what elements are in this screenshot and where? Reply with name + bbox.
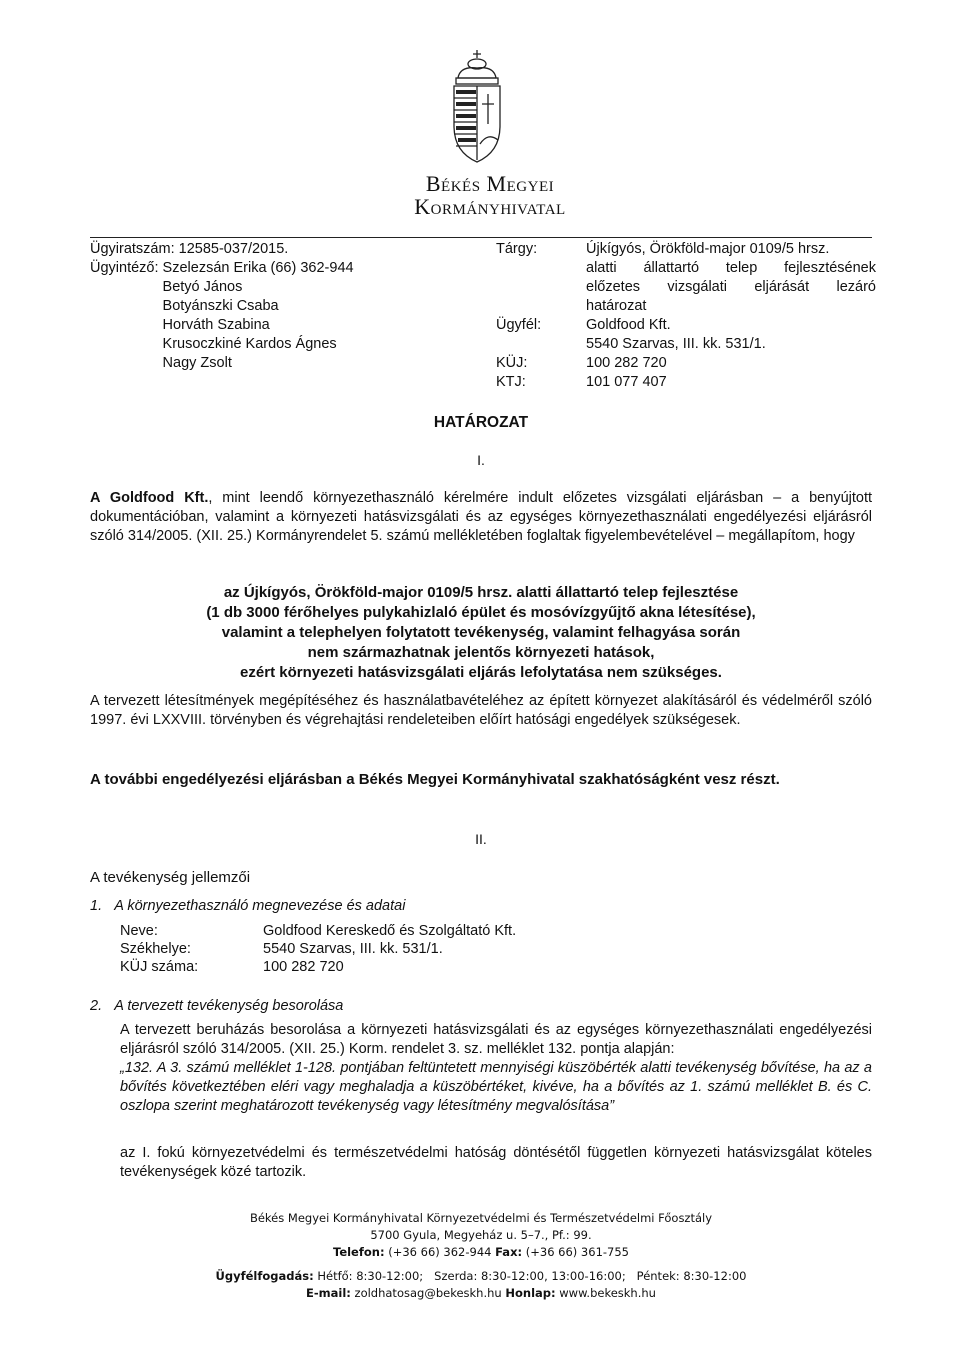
footer [90,1210,872,1302]
ruling-line: valamint a telephelyen folytatott tevékenység, valamint felhagyása során [221,624,741,641]
footer-contact [90,1244,872,1261]
footer-hours [90,1268,872,1285]
header-divider [90,237,872,238]
item1-number: 1. [90,898,103,914]
item2-title: A tervezett tevékenység besorolása [114,998,344,1014]
clerk-name: Nagy Zsolt [162,355,232,371]
ruling-line: az Újkígyós, Örökföld-major 0109/5 hrsz. alatti állattartó telep fejlesztése [223,584,739,601]
coat-of-arms-icon [440,48,514,166]
section-2-number: II. [475,831,487,847]
item1-value: 5540 Szarvas, III. kk. 531/1. [263,941,443,957]
hours-wednesday: Szerda: 8:30-12:00, 13:00-16:00; [434,1269,626,1283]
item1-row [120,940,820,958]
item2-quote: „132. A 3. számú melléklet 1-128. pontjában feltüntetett mennyiségi küszöbérték alatti tevékenység bővítése, ha az a bővítés következtében eléri vagy meghaladja a küszöbértéket, kivéve, ha a bővítés az 1. számú melléklet B. és C. oszlopa szerint meghatározott tevékenység vagy létesítmény megvalósítása” [120,1060,872,1114]
clerk-label: Ügyintéző: [90,260,159,276]
subject-label: Tárgy: [496,241,538,257]
web-label: Honlap: [505,1286,556,1300]
hours-monday: Hétfő: 8:30-12:00; [317,1269,424,1283]
subject-line: előzetes vizsgálati eljárását lezáró [586,279,876,295]
ktj-label: KTJ: [496,374,526,390]
client-label: Ügyfél: [496,317,542,333]
item2-number: 2. [90,998,103,1014]
clerk-name: Betyó János [162,279,243,295]
item2-conclusion: az I. fokú környezetvédelmi és természetvédelmi hatóság döntésétől független környezeti hatásvizsgálat köteles tevékenységek közé tartozik. [120,1145,872,1180]
hours-label: Ügyfélfogadás: [215,1269,314,1283]
item1-data [120,922,820,976]
item1-row [120,958,820,976]
office-name-line1: Békés Megyei [425,171,555,196]
ktj-value: 101 077 407 [586,374,667,390]
footer-department: Békés Megyei Kormányhivatal Környezetvédelmi és Természetvédelmi Főosztály [249,1211,713,1225]
client-value [586,316,876,354]
kuj-label: KÜJ: [496,355,528,371]
activity-heading: A tevékenység jellemzői [90,869,251,886]
web-link[interactable]: www.bekeskh.hu [559,1286,656,1300]
item1-value: 100 282 720 [263,959,344,975]
ktj-row [496,373,876,392]
fax-label: Fax: [495,1245,523,1259]
item1-key: KÜJ száma: [120,959,199,975]
clerk-name: Botyánszki Csaba [162,298,279,314]
clerk-name: Horváth Szabina [162,317,270,333]
authority-paragraph: A további engedélyezési eljárásban a Békés Megyei Kormányhivatal szakhatóságként vesz részt. [90,771,780,788]
item1-key: Neve: [120,923,158,939]
item1-value: Goldfood Kereskedő és Szolgáltató Kft. [263,923,517,939]
subject-line: Újkígyós, Örökföld-major 0109/5 hrsz. [586,241,830,257]
clerk-row [90,259,470,373]
email-link[interactable]: zoldhatosag@bekeskh.hu [354,1286,502,1300]
clerk-name: Szelezsán Erika (66) 362-944 [162,260,354,276]
client-row [496,316,876,354]
client-line: Goldfood Kft. [586,317,671,333]
kuj-row [496,354,876,373]
phone-number: (+36 66) 362-944 [388,1245,492,1259]
subject-line: határozat [586,298,647,314]
intro-text: , mint leendő környezethasználó kérelmére indult előzetes vizsgálati eljárásban – a benyújtott dokumentációban, valamint a környezeti hatásvizsgálati és az egységes környezethasználati engedélyezési eljárásról szóló 314/2005. (XII. 25.) Kormányrendelet 5. számú mellékletében foglaltak figyelembevételével – megállapítom, hogy [90,490,872,544]
subject-value [586,240,876,316]
subject-line: alatti állattartó telep fejlesztésének [586,260,876,276]
case-info [90,240,470,373]
subject-row [496,240,876,316]
item1-heading [90,897,872,916]
item1-title: A környezethasználó megnevezése és adatai [114,898,406,914]
item1-row [120,922,820,940]
decision-title: HATÁROZAT [433,414,529,431]
item2-heading [90,997,872,1016]
intro-company: A Goldfood Kft. [90,490,209,506]
fax-number: (+36 66) 361-755 [525,1245,629,1259]
case-number-row [90,240,470,259]
case-number: 12585-037/2015. [178,241,289,257]
ruling-line: ezért környezeti hatásvizsgálati eljárás lefolytatása nem szükséges. [240,664,722,681]
ruling-block [90,583,872,683]
case-number-label: Ügyiratszám: [90,241,175,257]
footer-online [90,1285,872,1302]
office-name [390,172,590,218]
footer-address: 5700 Gyula, Megyeház u. 5–7., Pf.: 99. [370,1228,592,1242]
hours-friday: Péntek: 8:30-12:00 [636,1269,747,1283]
item1-key: Székhelye: [120,941,191,957]
ruling-line: nem származhatnak jelentős környezeti hatások, [307,644,655,661]
clerk-list [163,259,354,373]
section-1-number: I. [477,452,485,468]
ruling-line: (1 db 3000 férőhelyes pulykahizlaló épület és mosóvízgyűjtő akna létesítése), [206,604,756,621]
client-line: 5540 Szarvas, III. kk. 531/1. [586,336,766,352]
clerk-name: Krusoczkiné Kardos Ágnes [162,336,337,352]
case-meta [496,240,876,392]
office-name-line2: Kormányhivatal [414,194,566,219]
phone-label: Telefon: [333,1245,385,1259]
permits-paragraph: A tervezett létesítmények megépítéséhez és használatbavételéhez az épített környezet alakításáról és védelméről szóló 1997. évi LXXVIII. törvényben és végrehajtási rendeleteiben előírt hatósági engedélyek szükségesek. [90,693,872,728]
email-label: E-mail: [306,1286,351,1300]
kuj-value: 100 282 720 [586,355,667,371]
intro-paragraph [90,489,872,546]
item2-paragraph: A tervezett beruházás besorolása a környezeti hatásvizsgálati és az egységes környezethasználati engedélyezési eljárásról szóló 314/2005. (XII. 25.) Korm. rendelet 3. sz. melléklet 132. pontja alapján: [120,1022,872,1057]
